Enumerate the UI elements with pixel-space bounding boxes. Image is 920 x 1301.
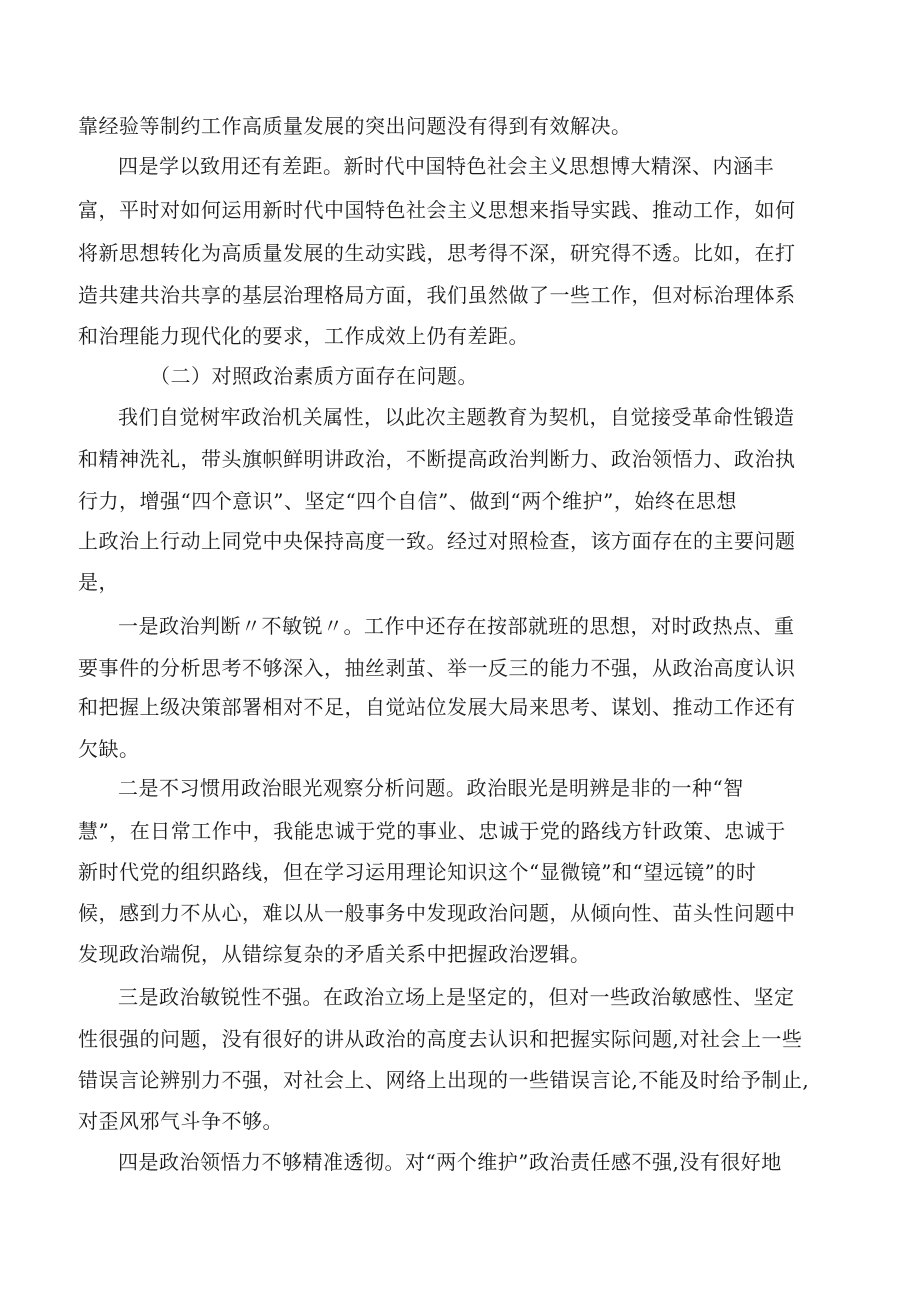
text-line: 发现政治端倪，从错综复杂的矛盾关系中把握政治逻辑。 — [78, 942, 591, 966]
text-line: 靠经验等制约工作高质量发展的突出问题没有得到有效解决。 — [78, 114, 632, 138]
text-line: 四是政治领悟力不够精准透彻。对“两个维护”政治责任感不强,没有很好地 — [118, 1150, 782, 1174]
text-line: 候，感到力不从心，难以从一般事务中发现政治问题，从倾向性、苗头性问题中 — [78, 901, 796, 925]
text-line: 造共建共治共享的基层治理格局方面，我们虽然做了一些工作，但对标治理体系 — [78, 283, 796, 307]
text-line: 和治理能力现代化的要求，工作成效上仍有差距。 — [78, 324, 529, 348]
text-line: 四是学以致用还有差距。新时代中国特色社会主义思想博大精深、内涵丰 — [118, 154, 774, 178]
text-line: 慧”，在日常工作中，我能忠诚于党的事业、忠诚于党的路线方针政策、忠诚于 — [78, 819, 786, 843]
text-line: 三是政治敏锐性不强。在政治立场上是坚定的，但对一些政治敏感性、坚定 — [118, 985, 795, 1009]
text-line: 一是政治判断〃不敏锐〃。工作中还存在按部就班的思想，对时政热点、重 — [118, 614, 795, 638]
text-line: 新时代党的组织路线，但在学习运用理论知识这个“显微镜”和“望远镜”的时 — [78, 860, 757, 884]
text-line: 欠缺。 — [78, 737, 140, 761]
text-line: 要事件的分析思考不够深入，抽丝剥茧、举一反三的能力不强，从政治高度认识 — [78, 656, 796, 680]
text-line: 和精神洗礼，带头旗帜鲜明讲政治，不断提高政治判断力、政治领悟力、政治执 — [78, 447, 796, 471]
text-line: 性很强的问题，没有很好的讲从政治的高度去认识和把握实际问题,对社会上一些 — [78, 1027, 803, 1051]
text-line: 富，平时对如何运用新时代中国特色社会主义思想来指导实践、推动工作，如何 — [78, 198, 796, 222]
text-line: 错误言论辨别力不强，对社会上、网络上出现的一些错误言论,不能及时给予制止, — [78, 1068, 810, 1092]
text-line: 对歪风邪气斗争不够。 — [78, 1109, 283, 1133]
text-line: 将新思想转化为高质量发展的生动实践，思考得不深，研究得不透。比如，在打 — [78, 241, 796, 265]
text-line: 上政治上行动上同党中央保持高度一致。经过对照检查，该方面存在的主要问题 — [78, 529, 796, 553]
text-line: 二是不习惯用政治眼光观察分析问题。政治眼光是明辨是非的一种“智 — [118, 776, 744, 800]
section-heading: （二）对照政治素质方面存在问题。 — [150, 364, 478, 388]
text-line: 我们自觉树牢政治机关属性，以此次主题教育为契机，自觉接受革命性锻造 — [118, 405, 795, 429]
text-line: 是， — [78, 570, 119, 594]
text-line: 和把握上级决策部署相对不足，自觉站位发展大局来思考、谋划、推动工作还有 — [78, 695, 796, 719]
text-line: 行力，增强“四个意识”、坚定“四个自信”、做到“两个维护”，始终在思想 — [78, 489, 737, 513]
